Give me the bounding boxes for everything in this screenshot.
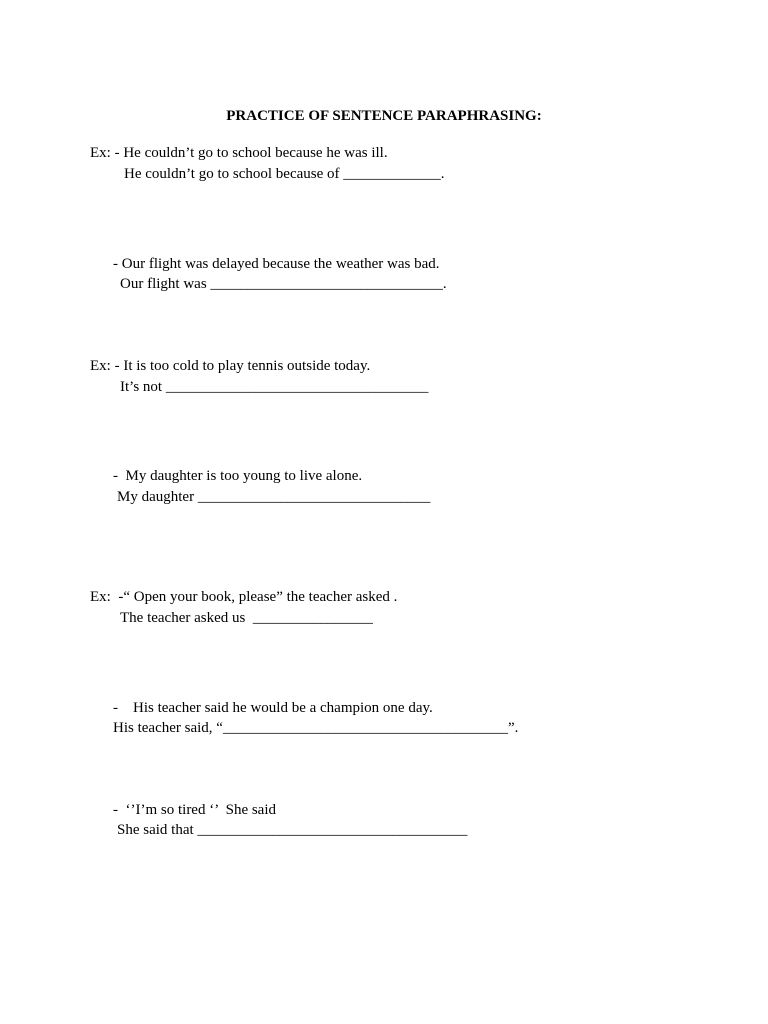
exercise-1-answer: Our flight was _______________________________. bbox=[120, 276, 447, 292]
example-3-prompt: Ex: -“ Open your book, please” the teacher asked . bbox=[90, 589, 398, 605]
page-title: PRACTICE OF SENTENCE PARAPHRASING: bbox=[226, 108, 542, 124]
exercise-4-answer: She said that ____________________________________ bbox=[117, 822, 468, 838]
example-1-answer: He couldn’t go to school because of _____________. bbox=[124, 166, 445, 182]
exercise-4-prompt: - ‘’I’m so tired ‘’ She said bbox=[113, 802, 277, 818]
exercise-2-answer: My daughter _______________________________ bbox=[117, 489, 431, 505]
exercise-1-prompt: - Our flight was delayed because the weather was bad. bbox=[113, 256, 440, 272]
exercise-3-answer: His teacher said, “______________________________________”. bbox=[113, 720, 519, 736]
example-2-answer: It’s not ___________________________________ bbox=[120, 379, 429, 395]
example-3-answer: The teacher asked us ________________ bbox=[120, 610, 373, 626]
example-1-prompt: Ex: - He couldn’t go to school because he was ill. bbox=[90, 145, 388, 161]
example-2-prompt: Ex: - It is too cold to play tennis outside today. bbox=[90, 358, 371, 374]
exercise-2-prompt: - My daughter is too young to live alone. bbox=[113, 468, 363, 484]
exercise-3-prompt: - His teacher said he would be a champion one day. bbox=[113, 700, 433, 716]
